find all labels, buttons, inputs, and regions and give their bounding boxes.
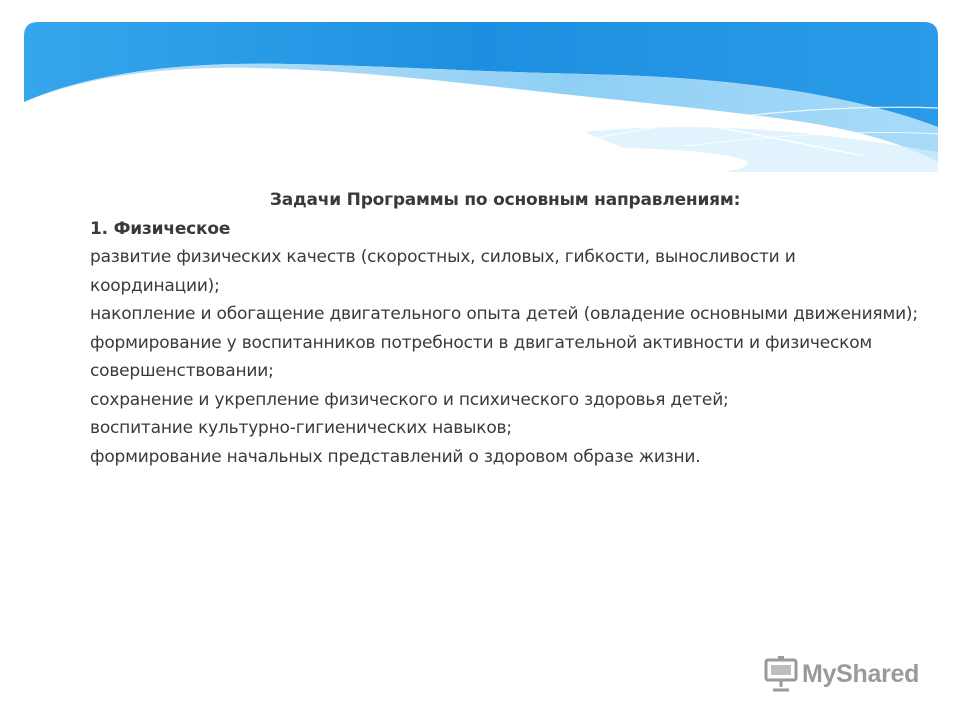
slide-title: Задачи Программы по основным направлениям: bbox=[269, 190, 741, 210]
myshared-watermark bbox=[764, 652, 934, 696]
task-paragraph: формирование начальных представлений о здоровом образе жизни. bbox=[90, 446, 701, 467]
task-paragraph: накопление и обогащение двигательного опыта детей (овладение основными движениями); bbox=[90, 304, 918, 324]
section-heading: 1. Физическое bbox=[90, 218, 231, 239]
task-paragraph: воспитание культурно-гигиенических навыков; bbox=[90, 418, 512, 438]
task-paragraph: формирование у воспитанников потребности в двигательной активности и физическом совершенствовании; bbox=[90, 332, 873, 381]
slide-content bbox=[90, 186, 920, 471]
presentation-screen-icon bbox=[764, 656, 798, 692]
header-wave-banner bbox=[24, 22, 938, 172]
task-paragraph: развитие физических качеств (скоростных, силовых, гибкости, выносливости и координации); bbox=[90, 247, 796, 296]
task-paragraph: сохранение и укрепление физического и психического здоровья детей; bbox=[90, 389, 729, 410]
watermark-text: MyShared bbox=[802, 659, 920, 688]
